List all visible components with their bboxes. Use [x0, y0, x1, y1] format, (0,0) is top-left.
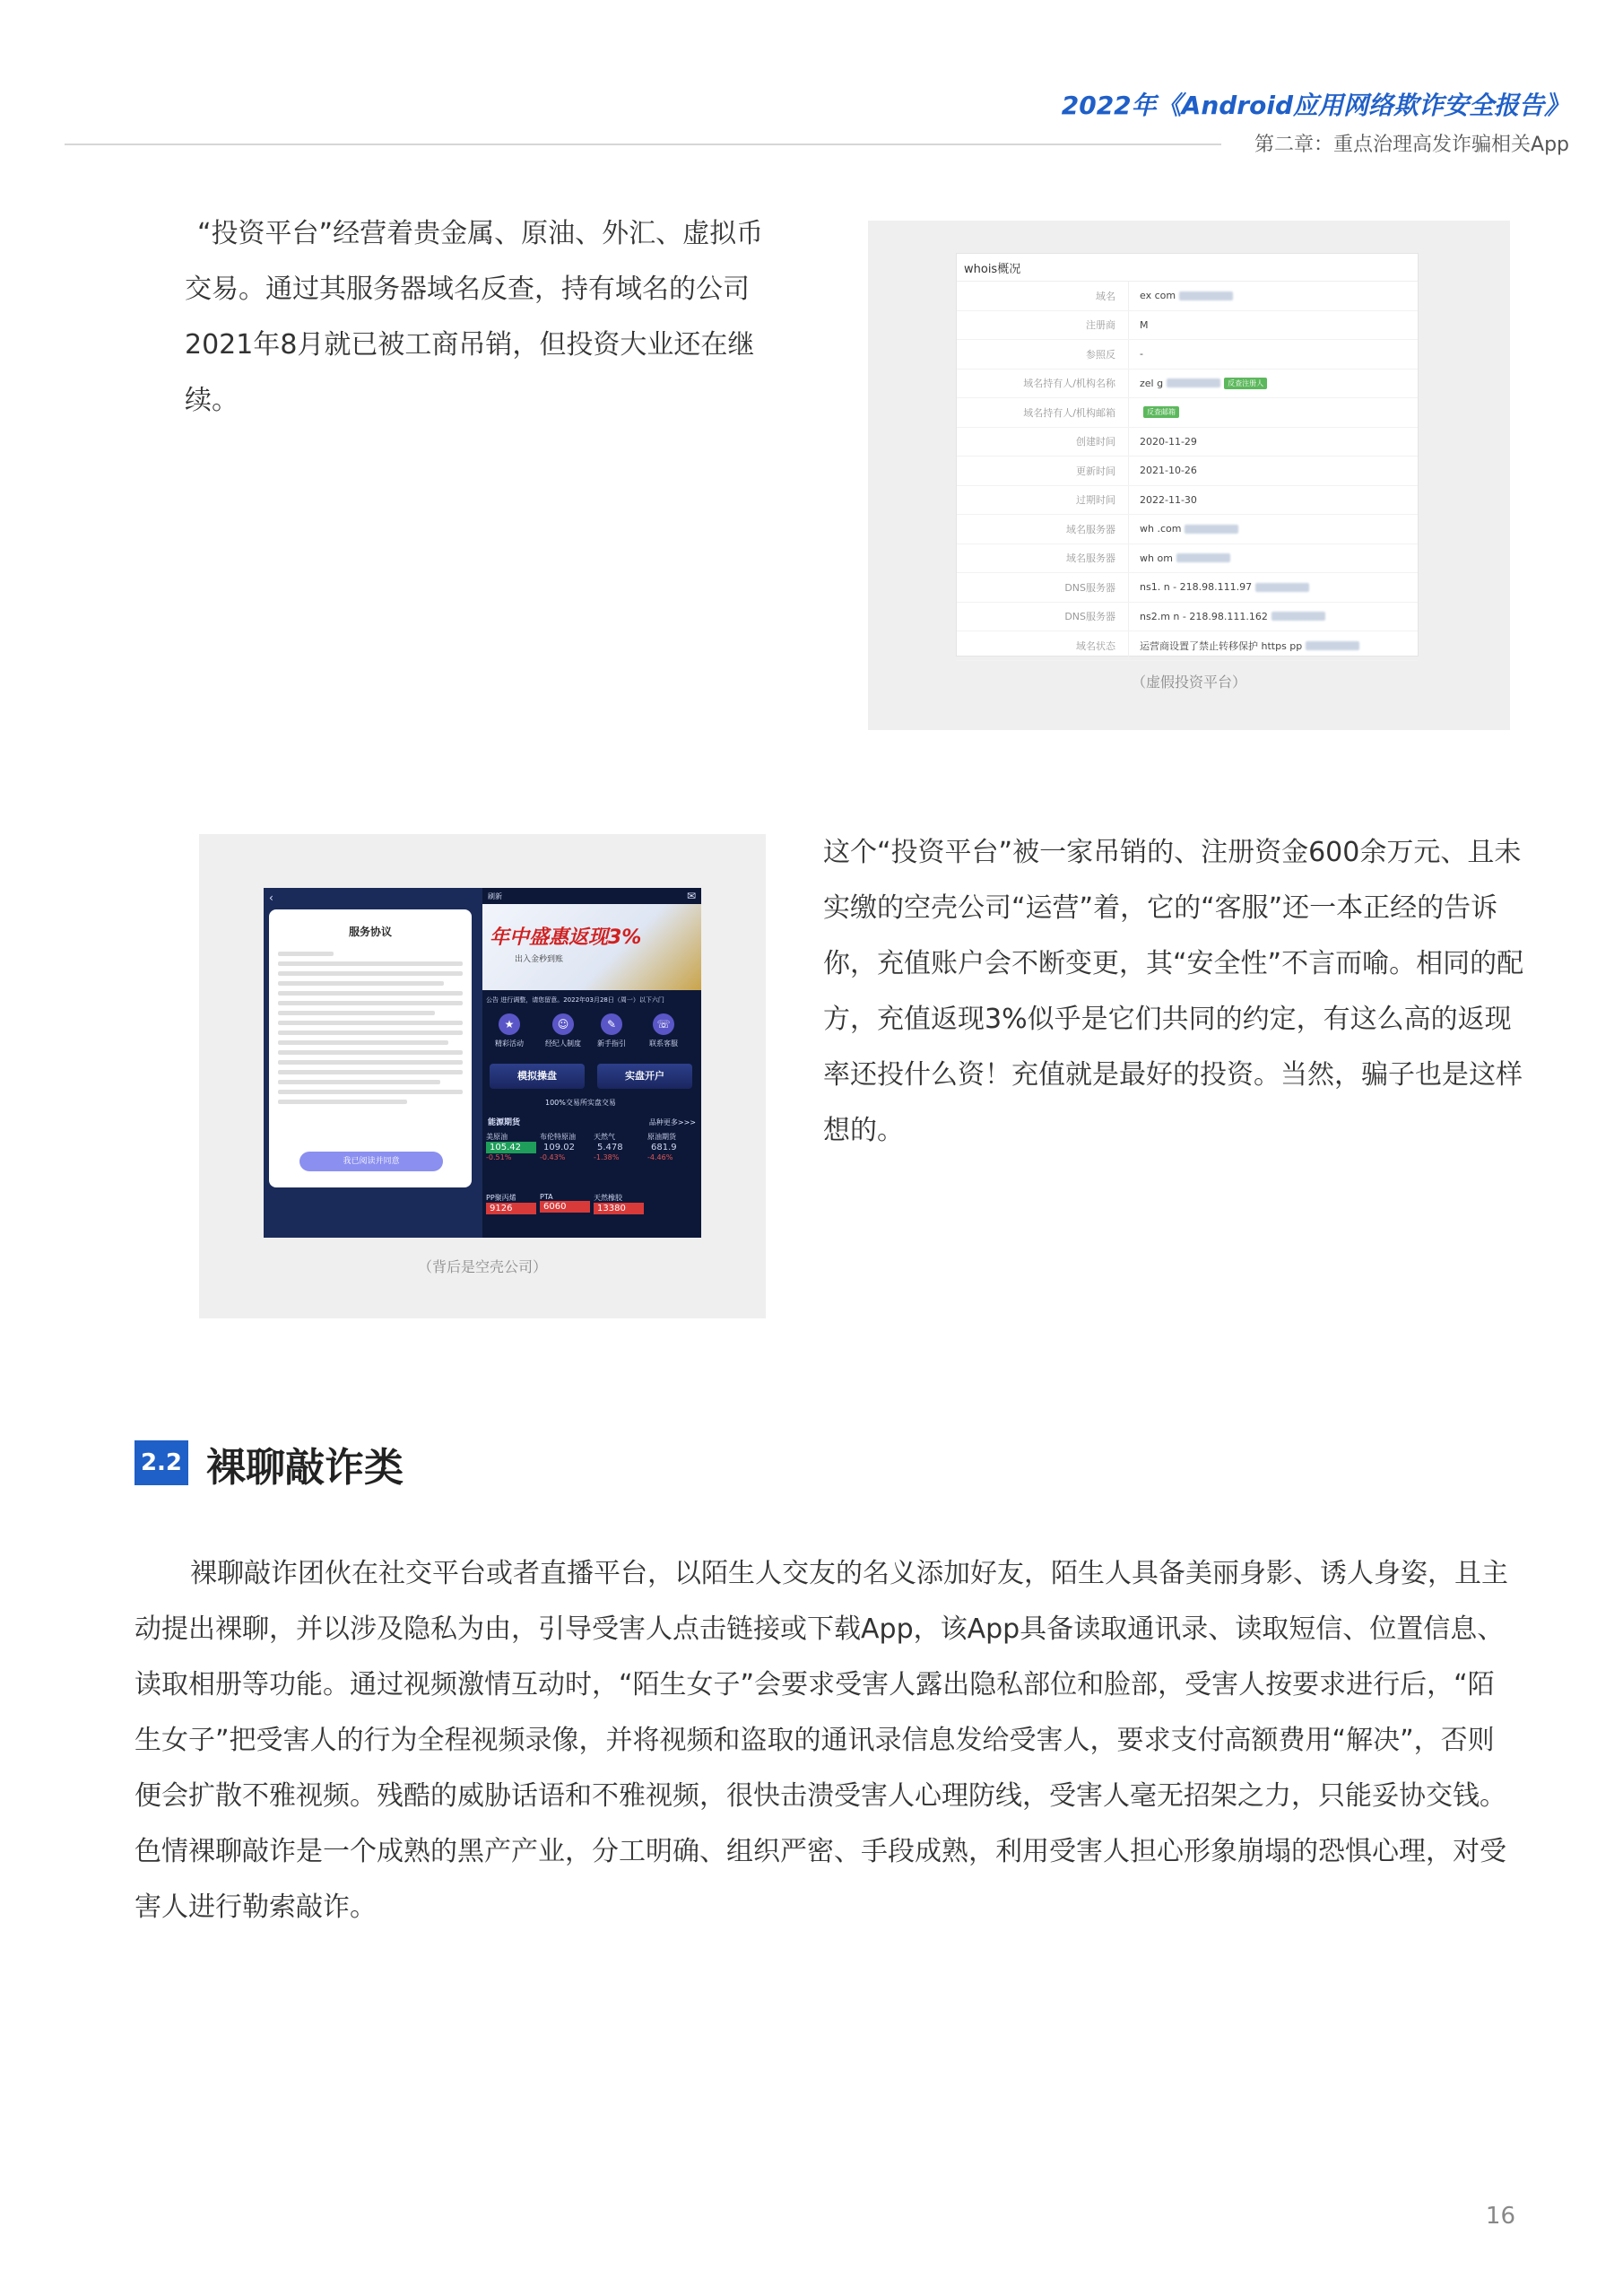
more-link[interactable]: 品种更多>>> — [648, 1118, 696, 1126]
quote-cell[interactable] — [540, 1132, 590, 1161]
app-left-pane — [264, 888, 482, 1238]
quote-value: 5.478 — [597, 1143, 623, 1152]
quote-name: 天然气 — [594, 1133, 615, 1141]
modal-title: 服务协议 — [348, 926, 392, 938]
quote-value: 9126 — [486, 1203, 536, 1214]
whois-row — [957, 457, 1418, 486]
whois-value-text: 2020-11-29 — [1140, 435, 1197, 448]
agreement-modal — [269, 909, 472, 1187]
quote-name: PTA — [540, 1193, 553, 1201]
quote-name: PP聚丙烯 — [486, 1194, 516, 1202]
whois-row — [957, 282, 1418, 311]
whois-value — [1129, 319, 1149, 331]
safe-text: 100%交易所实盘交易 — [545, 1099, 616, 1107]
whois-key: DNS服务器 — [957, 603, 1129, 631]
feature-service[interactable]: ☏ 联系客服 — [649, 1013, 678, 1048]
whois-row — [957, 515, 1418, 544]
whois-row — [957, 311, 1418, 341]
quote-value: 105.42 — [486, 1142, 536, 1153]
whois-key: 过期时间 — [957, 486, 1129, 515]
app-right-pane — [482, 888, 701, 1238]
quote-cell[interactable] — [486, 1132, 536, 1161]
book-icon: ✎ — [601, 1013, 622, 1035]
quote-value: 6060 — [540, 1201, 590, 1213]
redacted-mask — [1167, 378, 1220, 387]
redacted-mask — [1255, 583, 1309, 592]
quote-cell[interactable] — [594, 1132, 644, 1161]
banner-headline: 年中盛惠返现3% — [490, 926, 642, 949]
whois-card — [956, 253, 1419, 657]
quote-name: 布伦特原油 — [540, 1133, 576, 1141]
whois-value-text: 2021-10-26 — [1140, 465, 1197, 477]
feature-activity[interactable]: ★ 精彩活动 — [495, 1013, 524, 1048]
mail-icon[interactable]: ✉ — [686, 890, 696, 902]
quote-change: -1.38% — [594, 1153, 620, 1161]
quote-row — [482, 1132, 701, 1186]
whois-value — [1129, 465, 1197, 476]
whois-key: 创建时间 — [957, 428, 1129, 457]
reverse-lookup-tag[interactable]: 反查注册人 — [1224, 378, 1267, 389]
whois-caption: （虚假投资平台） — [1131, 674, 1246, 691]
back-icon[interactable]: ‹ — [269, 891, 273, 904]
redacted-mask — [1185, 525, 1238, 534]
whois-key: 域名服务器 — [957, 544, 1129, 573]
whois-row — [957, 631, 1418, 661]
quote-value: 13380 — [594, 1203, 644, 1214]
banner-sub: 出入金秒到账 — [515, 955, 564, 964]
app-caption: （背后是空壳公司） — [417, 1258, 547, 1275]
whois-value-text: 2022-11-30 — [1140, 493, 1197, 506]
whois-key: 域名状态 — [957, 631, 1129, 660]
quote-value: 109.02 — [543, 1143, 575, 1152]
paragraph-sextortion: 裸聊敲诈团伙在社交平台或者直播平台，以陌生人交友的名义添加好友，陌生人具备美丽身影、诱人身姿，且主动提出裸聊，并以涉及隐私为由，引导受害人点击链接或下载App，该App具备读取通讯录、读取短信、位置信息、读取相册等功能。通过视频激情互动时，“陌生女子”会要求受害人露出隐私部位和脸部，受害人按要求进行后，“陌生女子”把受害人的行为全程视频录像，并将视频和盗取的通讯录信息发给受害人，要求支付高额费用“解决”，否则便会扩散不雅视频。残酷的威胁话语和不雅视频，很快击溃受害人心理防线，受害人毫无招架之力，只能妥协交钱。色情裸聊敲诈是一个成熟的黑产产业，分工明确、组织严密、手段成熟，利用受害人担心形象崩塌的恐惧心理，对受害人进行勒索敲诈。 — [135, 1558, 1508, 1923]
quote-cell[interactable] — [486, 1193, 536, 1214]
whois-table — [957, 282, 1418, 661]
whois-value — [1129, 523, 1238, 535]
whois-key: 参照反 — [957, 340, 1129, 369]
whois-key: 域名服务器 — [957, 515, 1129, 544]
feature-guide[interactable]: ✎ 新手指引 — [597, 1013, 626, 1048]
quote-value: 681.9 — [651, 1143, 677, 1152]
whois-key: DNS服务器 — [957, 573, 1129, 602]
app-screenshot — [264, 888, 701, 1238]
demo-trade-button[interactable]: 模拟操盘 — [490, 1064, 585, 1089]
whois-value — [1129, 639, 1359, 653]
section-number-badge: 2.2 — [135, 1440, 188, 1485]
redacted-mask — [1271, 612, 1325, 621]
headset-icon: ☏ — [653, 1013, 674, 1035]
whois-key: 域名持有人/机构名称 — [957, 370, 1129, 398]
section-energy: 能源期货 — [488, 1118, 521, 1127]
whois-value — [1129, 436, 1197, 448]
redacted-mask — [1176, 553, 1230, 562]
whois-value — [1129, 552, 1230, 564]
whois-value-text: ns2.m n - 218.98.111.162 — [1140, 610, 1268, 622]
whois-row — [957, 370, 1418, 399]
page-number: 16 — [1485, 2203, 1515, 2230]
quote-name: 天然橡胶 — [594, 1194, 622, 1202]
whois-value-text: ns1. n - 218.98.111.97 — [1140, 581, 1253, 594]
whois-row — [957, 398, 1418, 428]
whois-value-text: zel g — [1140, 377, 1164, 389]
whois-heading: whois概况 — [957, 254, 1418, 282]
report-title: 2022年《Android应用网络欺诈安全报告》 — [1061, 91, 1569, 120]
refresh-label[interactable]: 刷新 — [488, 892, 502, 900]
quote-name: 原油期货 — [647, 1133, 676, 1141]
whois-row — [957, 544, 1418, 574]
feature-agent[interactable]: ☺ 经纪人制度 — [545, 1013, 581, 1048]
whois-row — [957, 573, 1418, 603]
chapter-subtitle: 第二章：重点治理高发诈骗相关App — [1254, 134, 1569, 156]
whois-value-text: 运营商设置了禁止转移保护 https pp — [1140, 639, 1303, 652]
whois-value — [1129, 348, 1143, 360]
whois-value-text: M — [1140, 318, 1149, 331]
paragraph-investment-platform: “投资平台”经营着贵金属、原油、外汇、虚拟币交易。通过其服务器域名反查，持有域名的公司2021年8月就已被工商吊销，但投资大业还在继续。 — [185, 218, 764, 416]
quote-change: -4.46% — [647, 1153, 673, 1161]
whois-value-text: wh .com — [1140, 523, 1182, 535]
whois-value — [1129, 406, 1179, 418]
quote-cell[interactable] — [647, 1132, 698, 1161]
whois-value — [1129, 290, 1233, 301]
whois-row — [957, 486, 1418, 516]
whois-key: 注册商 — [957, 311, 1129, 340]
reverse-lookup-tag[interactable]: 反查邮箱 — [1143, 406, 1179, 418]
section-title: 裸聊敲诈类 — [206, 1445, 404, 1491]
header-divider — [65, 144, 1221, 145]
whois-value-text: ex com — [1140, 290, 1176, 302]
modal-body — [269, 939, 472, 1117]
whois-row — [957, 603, 1418, 632]
whois-row — [957, 340, 1418, 370]
quote-change: -0.43% — [540, 1153, 566, 1161]
feature-icons — [482, 1013, 701, 1057]
quote-name: 美原油 — [486, 1133, 508, 1141]
whois-value-text: - — [1140, 348, 1143, 361]
paragraph-shell-company: 这个“投资平台”被一家吊销的、注册资金600余万元、且未实缴的空壳公司“运营”着，它的“客服”还一本正经的告诉你，充值账户会不断变更，其“安全性”不言而喻。相同的配方，充值返现3%似乎是它们共同的约定，有这么高的返现率还投什么资！充值就是最好的投资。当然，骗子也是这样想的。 — [823, 837, 1524, 1146]
whois-key: 域名 — [957, 282, 1129, 310]
whois-key: 域名持有人/机构邮箱 — [957, 398, 1129, 427]
whois-figure — [868, 221, 1510, 730]
open-account-button[interactable]: 实盘开户 — [597, 1064, 692, 1089]
gift-icon: ★ — [499, 1013, 520, 1035]
agree-button[interactable]: 我已阅读并同意 — [299, 1152, 443, 1171]
whois-value — [1129, 611, 1325, 622]
whois-key: 更新时间 — [957, 457, 1129, 485]
app-figure — [199, 834, 766, 1318]
quote-change: -0.51% — [486, 1153, 512, 1161]
whois-value — [1129, 378, 1267, 389]
promo-banner[interactable] — [482, 904, 701, 990]
whois-value — [1129, 581, 1309, 593]
whois-value — [1129, 494, 1197, 506]
notice-bar[interactable]: 公告 进行调整，请您留意。2022年03月28日（周一）以下六门 — [486, 996, 664, 1004]
whois-value-text: wh om — [1140, 552, 1173, 564]
redacted-mask — [1179, 291, 1233, 300]
quote-cell[interactable] — [594, 1193, 644, 1214]
quote-cell[interactable] — [540, 1193, 590, 1213]
quote-row-2 — [482, 1189, 701, 1234]
whois-row — [957, 428, 1418, 457]
person-icon: ☺ — [552, 1013, 574, 1035]
redacted-mask — [1306, 641, 1359, 650]
